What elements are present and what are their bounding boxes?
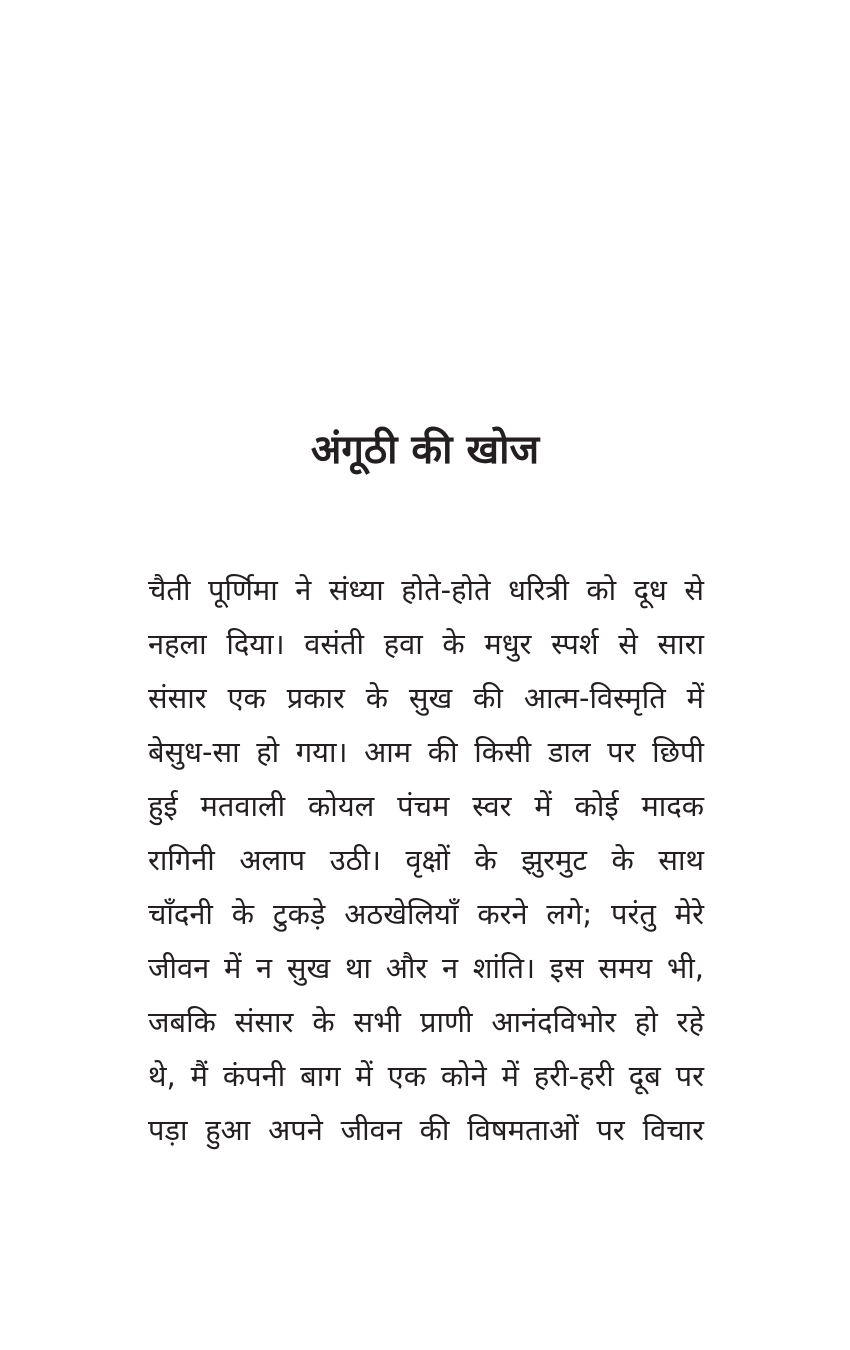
- text-line: पड़ा हुआ अपने जीवन की विषमताओं पर विचार: [148, 1113, 704, 1147]
- chapter-title: अंगूठी की खोज: [310, 427, 540, 473]
- text-line: रागिनी अलाप उठी। वृक्षों के झुरमुट के साथ: [148, 843, 704, 877]
- text-line: थे, मैं कंपनी बाग में एक कोने में हरी-हरी दूब पर: [148, 1059, 704, 1093]
- text-line: बेसुध-सा हो गया। आम की किसी डाल पर छिपी: [148, 735, 704, 769]
- text-line: चाँदनी के टुकड़े अठखेलियाँ करने लगे; परंतु मेरे: [148, 897, 704, 931]
- text-line: संसार एक प्रकार के सुख की आत्म-विस्मृति में: [148, 681, 704, 715]
- text-line: जबकि संसार के सभी प्राणी आनंदविभोर हो रहे: [148, 1005, 704, 1039]
- body-paragraph: [148, 563, 704, 1157]
- text-line: हुई मतवाली कोयल पंचम स्वर में कोई मादक: [148, 789, 704, 823]
- text-line: चैती पूर्णिमा ने संध्या होते-होते धरित्री को दूध से: [148, 573, 704, 607]
- text-line: जीवन में न सुख था और न शांति। इस समय भी,: [148, 951, 704, 985]
- text-line: नहला दिया। वसंती हवा के मधुर स्पर्श से सारा: [148, 627, 704, 661]
